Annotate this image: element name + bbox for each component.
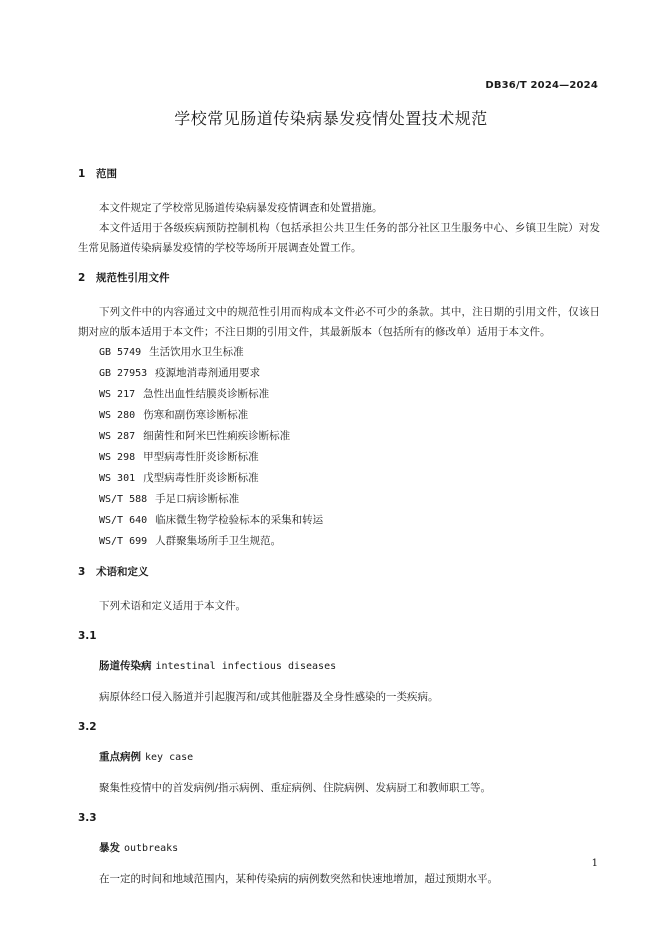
section-number: 3: [78, 566, 86, 578]
list-item: [78, 363, 600, 384]
term-chinese: 暴发: [99, 842, 120, 854]
section-number: 2: [78, 272, 86, 284]
reference-title: 疫源地消毒剂通用要求: [155, 367, 261, 379]
reference-code: WS 301: [99, 473, 136, 484]
reference-title: 细菌性和阿米巴性痢疾诊断标准: [143, 430, 291, 442]
section-number: 1: [78, 168, 86, 180]
list-item: [78, 510, 600, 531]
standard-code: DB36/T 2024—2024: [485, 80, 598, 91]
scope-paragraph: 本文件规定了学校常见肠道传染病暴发疫情调查和处置措施。: [99, 202, 383, 214]
document-title: 学校常见肠道传染病暴发疫情处置技术规范: [174, 109, 488, 128]
list-item: [78, 468, 600, 489]
document-body: [78, 164, 600, 889]
term-english: intestinal infectious diseases: [155, 661, 337, 672]
term-entry: [78, 838, 600, 859]
term-entry: [78, 656, 600, 677]
list-item: [78, 405, 600, 426]
section-1-heading: [78, 164, 600, 184]
reference-code: GB 27953: [99, 368, 148, 379]
list-item: [78, 531, 600, 552]
reference-title: 临床微生物学检验标本的采集和转运: [155, 514, 324, 526]
list-item: [78, 426, 600, 447]
references-intro: 下列文件中的内容通过文中的规范性引用而构成本文件必不可少的条款。其中，注日期的引用文件，仅该日期对应的版本适用于本文件；不注日期的引用文件，其最新版本（包括所有的修改单）适用于本文件。: [78, 306, 600, 338]
term-entry: [78, 747, 600, 768]
section-3-heading: [78, 562, 600, 582]
reference-code: WS 287: [99, 431, 136, 442]
section-title: 范围: [96, 168, 117, 180]
reference-list: [78, 342, 600, 552]
reference-title: 人群聚集场所手卫生规范。: [155, 535, 282, 547]
reference-code: GB 5749: [99, 347, 142, 358]
clause-number: 3.3: [78, 812, 97, 824]
reference-code: WS 217: [99, 389, 136, 400]
clause-number: 3.1: [78, 630, 97, 642]
term-english: outbreaks: [124, 843, 179, 854]
reference-code: WS/T 699: [99, 536, 148, 547]
section-title: 规范性引用文件: [96, 272, 170, 284]
reference-title: 急性出血性结膜炎诊断标准: [143, 388, 270, 400]
section-2-heading: [78, 268, 600, 288]
list-item: [78, 342, 600, 363]
list-item: [78, 447, 600, 468]
term-chinese: 肠道传染病: [99, 660, 152, 672]
term-english: key case: [145, 752, 194, 763]
clause-number: 3.2: [78, 721, 97, 733]
reference-title: 甲型病毒性肝炎诊断标准: [143, 451, 259, 463]
reference-code: WS/T 640: [99, 515, 148, 526]
reference-code: WS/T 588: [99, 494, 148, 505]
page-number: 1: [591, 858, 598, 869]
term-definition: 聚集性疫情中的首发病例/指示病例、重症病例、住院病例、发病厨工和教师职工等。: [99, 782, 492, 794]
term-definition: 在一定的时间和地域范围内，某种传染病的病例数突然和快速地增加，超过预期水平。: [99, 873, 498, 885]
list-item: [78, 384, 600, 405]
reference-title: 手足口病诊断标准: [155, 493, 240, 505]
reference-title: 伤寒和副伤寒诊断标准: [143, 409, 249, 421]
list-item: [78, 489, 600, 510]
reference-code: WS 280: [99, 410, 136, 421]
section-title: 术语和定义: [96, 566, 149, 578]
reference-title: 生活饮用水卫生标准: [149, 346, 244, 358]
term-definition: 病原体经口侵入肠道并引起腹泻和/或其他脏器及全身性感染的一类疾病。: [99, 691, 439, 703]
reference-code: WS 298: [99, 452, 136, 463]
reference-title: 戊型病毒性肝炎诊断标准: [143, 472, 259, 484]
scope-paragraph: 本文件适用于各级疾病预防控制机构（包括承担公共卫生任务的部分社区卫生服务中心、乡镇卫生院）对发生常见肠道传染病暴发疫情的学校等场所开展调查处置工作。: [78, 222, 600, 254]
terms-intro: 下列术语和定义适用于本文件。: [99, 600, 246, 612]
term-chinese: 重点病例: [99, 751, 141, 763]
